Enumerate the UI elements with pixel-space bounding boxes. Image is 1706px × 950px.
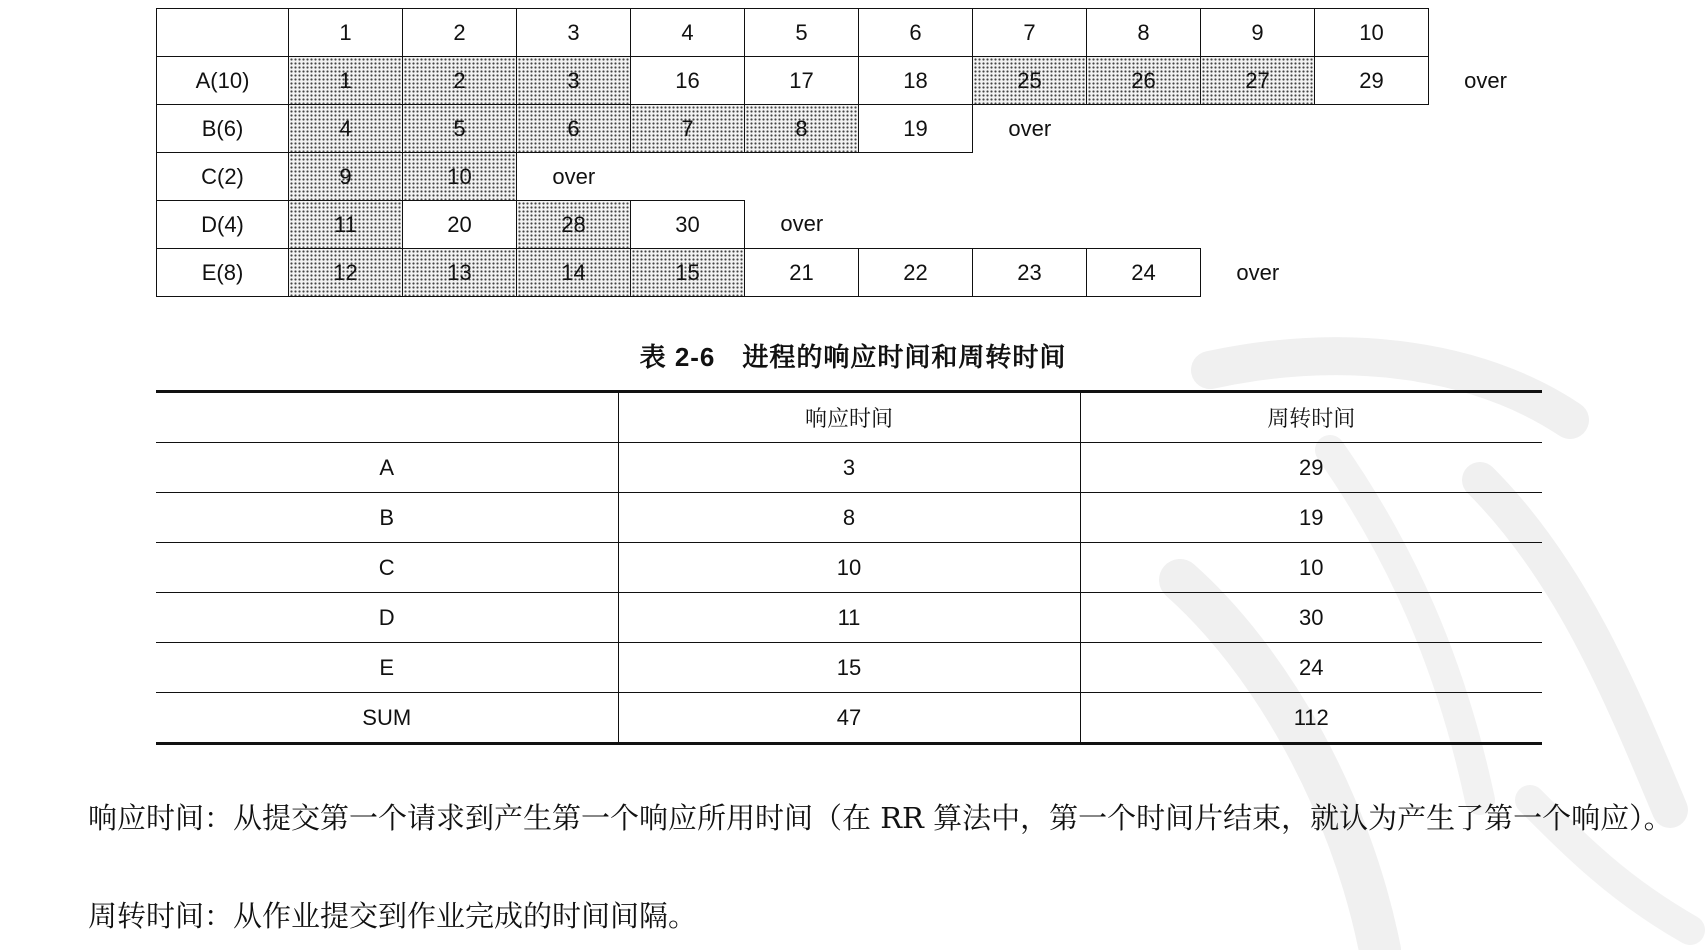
table-row: [156, 493, 1542, 543]
time-slice-cell-shaded: 10: [403, 153, 517, 201]
table-row: [156, 643, 1542, 693]
table-caption: 表 2-6 进程的响应时间和周转时间: [639, 342, 1067, 372]
turnaround-time: 30: [1080, 593, 1542, 643]
time-slot-header: 10: [1315, 9, 1429, 57]
round-robin-schedule-table: [156, 8, 1543, 297]
time-slice-cell-shaded: 14: [517, 249, 631, 297]
time-slice-cell-shaded: 2: [403, 57, 517, 105]
time-slice-cell: 21: [745, 249, 859, 297]
schedule-header-row: [157, 9, 1543, 57]
time-slot-header: 6: [859, 9, 973, 57]
process-name: D: [156, 593, 618, 643]
table-row: [156, 443, 1542, 493]
table-row-sum: [156, 693, 1542, 744]
process-label: D(4): [157, 201, 289, 249]
time-slice-cell-shaded: 27: [1201, 57, 1315, 105]
process-name: B: [156, 493, 618, 543]
process-over-label: over: [1008, 115, 1052, 141]
time-slice-cell-shaded: 26: [1087, 57, 1201, 105]
time-slice-cell: 16: [631, 57, 745, 105]
turnaround-time: 24: [1080, 643, 1542, 693]
response-time: 8: [618, 493, 1080, 543]
response-time: 3: [618, 443, 1080, 493]
schedule-row: [157, 153, 1543, 201]
process-name: E: [156, 643, 618, 693]
process-over-label: over: [1236, 259, 1280, 285]
process-label: A(10): [157, 57, 289, 105]
time-slot-header: 3: [517, 9, 631, 57]
turnaround-time: 10: [1080, 543, 1542, 593]
time-slice-cell-shaded: 5: [403, 105, 517, 153]
response-time: 11: [618, 593, 1080, 643]
time-slice-cell-shaded: 12: [289, 249, 403, 297]
time-slice-cell-shaded: 9: [289, 153, 403, 201]
time-slot-header: 7: [973, 9, 1087, 57]
time-slice-cell-shaded: 6: [517, 105, 631, 153]
process-label: C(2): [157, 153, 289, 201]
table-row: [156, 543, 1542, 593]
schedule-row: [157, 57, 1543, 105]
results-header-response: 响应时间: [618, 392, 1080, 443]
time-slice-cell-shaded: 11: [289, 201, 403, 249]
time-slice-cell: 29: [1315, 57, 1429, 105]
time-slot-header: 2: [403, 9, 517, 57]
time-slice-cell-shaded: 1: [289, 57, 403, 105]
time-slice-cell-shaded: 25: [973, 57, 1087, 105]
process-label: B(6): [157, 105, 289, 153]
time-slice-cell-shaded: 7: [631, 105, 745, 153]
turnaround-time: 19: [1080, 493, 1542, 543]
time-slice-cell: 18: [859, 57, 973, 105]
process-over-label: over: [780, 211, 824, 237]
paragraph-turnaround-time: 周转时间：从作业提交到作业完成的时间间隔。: [88, 899, 698, 933]
time-slice-cell: 22: [859, 249, 973, 297]
results-header-row: [156, 392, 1542, 443]
schedule-row: [157, 105, 1543, 153]
process-name: C: [156, 543, 618, 593]
time-slot-header: 9: [1201, 9, 1315, 57]
time-slice-cell-shaded: 13: [403, 249, 517, 297]
process-over-label: over: [552, 163, 596, 189]
turnaround-time: 29: [1080, 443, 1542, 493]
schedule-row: [157, 249, 1543, 297]
time-slice-cell: 23: [973, 249, 1087, 297]
process-name: SUM: [156, 693, 618, 744]
time-slot-header: 1: [289, 9, 403, 57]
time-slice-cell-shaded: 15: [631, 249, 745, 297]
process-over-label: over: [1464, 67, 1507, 93]
time-slice-cell-shaded: 3: [517, 57, 631, 105]
results-header-turnaround: 周转时间: [1080, 392, 1542, 443]
response-time: 10: [618, 543, 1080, 593]
process-name: A: [156, 443, 618, 493]
paragraph-response-time: 响应时间：从提交第一个请求到产生第一个响应所用时间（在 RR 算法中，第一个时间片结束，就认为产生了第一个响应）。: [88, 801, 1673, 835]
response-time: 47: [618, 693, 1080, 744]
time-slot-header: 4: [631, 9, 745, 57]
time-slice-cell: 20: [403, 201, 517, 249]
results-header-process: [156, 392, 618, 443]
time-slice-cell-shaded: 4: [289, 105, 403, 153]
time-slice-cell: 30: [631, 201, 745, 249]
time-slice-cell: 17: [745, 57, 859, 105]
turnaround-time: 112: [1080, 693, 1542, 744]
time-slice-cell: 24: [1087, 249, 1201, 297]
schedule-row: [157, 201, 1543, 249]
schedule-corner-cell: [157, 9, 289, 57]
time-slot-header: 8: [1087, 9, 1201, 57]
time-slot-header: 5: [745, 9, 859, 57]
time-slice-cell-shaded: 8: [745, 105, 859, 153]
table-row: [156, 593, 1542, 643]
response-turnaround-table: [156, 390, 1542, 745]
response-time: 15: [618, 643, 1080, 693]
process-label: E(8): [157, 249, 289, 297]
time-slice-cell-shaded: 28: [517, 201, 631, 249]
time-slice-cell: 19: [859, 105, 973, 153]
